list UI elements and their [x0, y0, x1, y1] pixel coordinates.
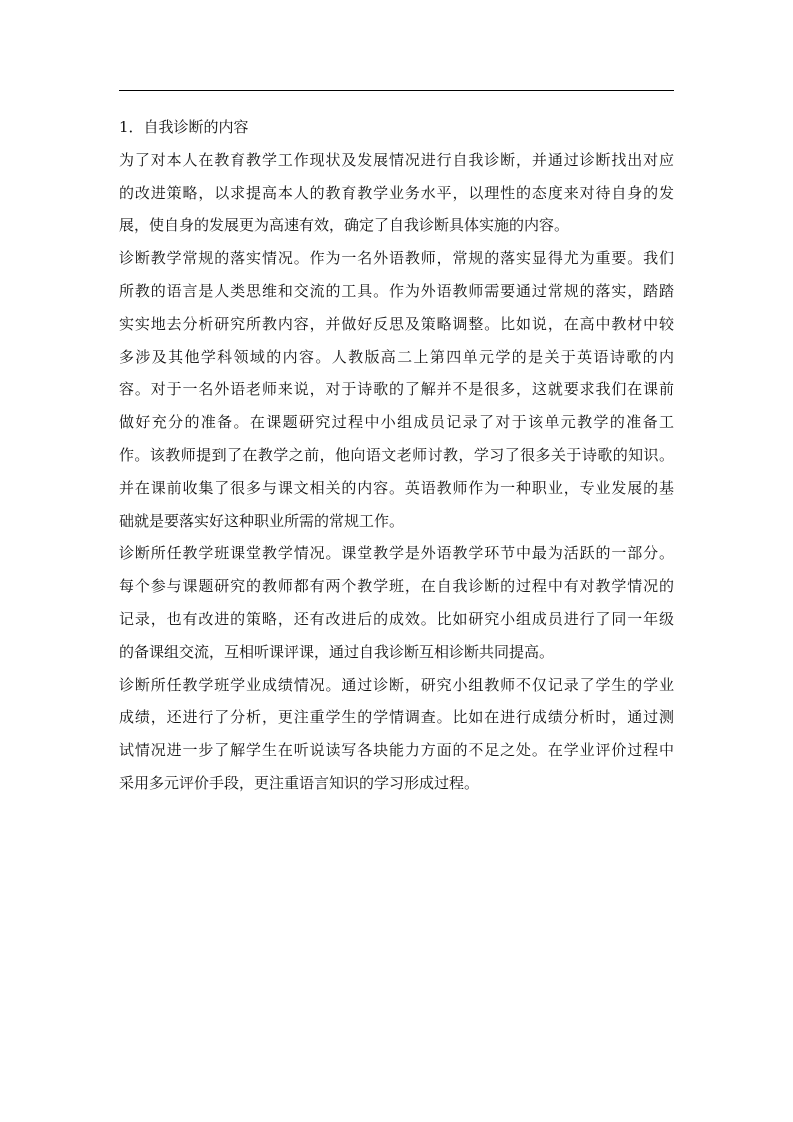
paragraph [119, 542, 674, 673]
paragraph [119, 674, 674, 805]
paragraph [119, 247, 674, 542]
paragraph-line: 记录，也有改进的策略，还有改进后的成效。比如研究小组成员进行了同一年级 [119, 609, 674, 628]
paragraph-line: 成绩，还进行了分析，更注重学生的学情调查。比如在进行成绩分析时，通过测 [119, 708, 674, 727]
paragraph-line: 采用多元评价手段，更注重语言知识的学习形成过程。 [119, 773, 480, 792]
paragraph-line: 础就是要落实好这种职业所需的常规工作。 [119, 511, 405, 530]
paragraph-line: 做好充分的准备。在课题研究过程中小组成员记录了对于该单元教学的准备工 [119, 413, 674, 432]
paragraph-line: 并在课前收集了很多与课文相关的内容。英语教师作为一种职业，专业发展的基 [119, 478, 674, 497]
paragraph-line: 诊断所任教学班学业成绩情况。通过诊断，研究小组教师不仅记录了学生的学业 [119, 675, 674, 694]
section-heading: 1．自我诊断的内容 [119, 118, 249, 136]
paragraph [119, 149, 674, 247]
paragraph-line: 试情况进一步了解学生在听说读写各块能力方面的不足之处。在学业评价过程中 [119, 741, 674, 760]
paragraph-line: 展，使自身的发展更为高速有效，确定了自我诊断具体实施的内容。 [119, 216, 570, 235]
paragraph-line: 每个参与课题研究的教师都有两个教学班，在自我诊断的过程中有对教学情况的 [119, 577, 674, 596]
paragraph-line: 的改进策略，以求提高本人的教育教学业务水平，以理性的态度来对待自身的发 [119, 183, 674, 202]
paragraph-line: 诊断教学常规的落实情况。作为一名外语教师，常规的落实显得尤为重要。我们 [119, 249, 674, 268]
paragraph-line: 实实地去分析研究所教内容，并做好反思及策略调整。比如说，在高中教材中较 [119, 314, 674, 333]
paragraph-line: 为了对本人在教育教学工作现状及发展情况进行自我诊断，并通过诊断找出对应 [119, 150, 674, 169]
paragraph-line: 的备课组交流，互相听课评课，通过自我诊断互相诊断共同提高。 [119, 642, 555, 661]
paragraph-line: 诊断所任教学班课堂教学情况。课堂教学是外语教学环节中最为活跃的一部分。 [119, 544, 674, 563]
header-rule [119, 90, 674, 91]
document-body [119, 116, 674, 805]
paragraph-line: 所教的语言是人类思维和交流的工具。作为外语教师需要通过常规的落实，踏踏 [119, 281, 674, 300]
paragraph-line: 容。对于一名外语老师来说，对于诗歌的了解并不是很多，这就要求我们在课前 [119, 380, 674, 399]
paragraph-line: 作。该教师提到了在教学之前，他向语文老师讨教，学习了很多关于诗歌的知识。 [119, 445, 674, 464]
paragraph-line: 多涉及其他学科领域的内容。人教版高二上第四单元学的是关于英语诗歌的内 [119, 347, 674, 366]
